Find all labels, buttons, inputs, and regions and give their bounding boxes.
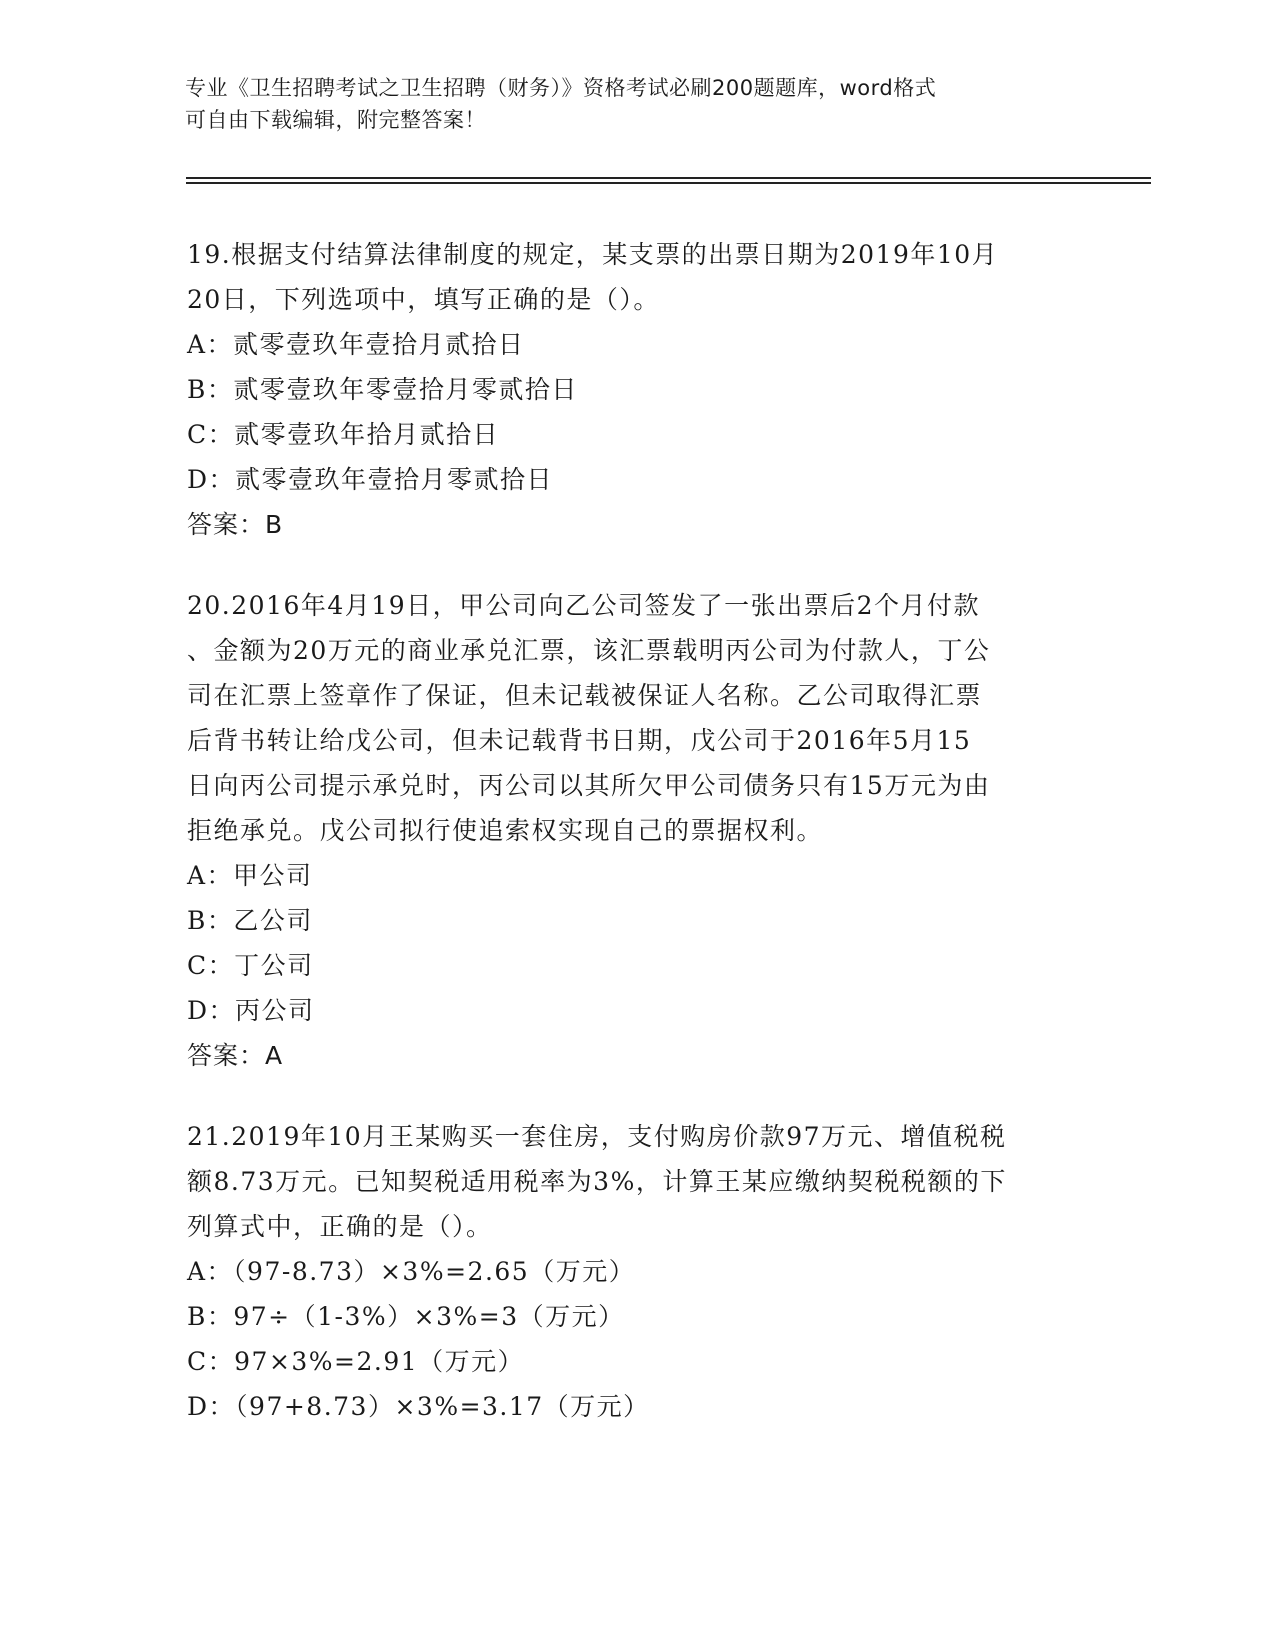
question-19 (187, 232, 1087, 547)
question-20 (187, 583, 1087, 1078)
option-b: B：乙公司 (187, 906, 313, 935)
option-d: D：（97+8.73）×3%=3.17（万元） (187, 1392, 650, 1421)
header-divider (186, 182, 1151, 184)
option-b: B：贰零壹玖年零壹拾月零贰拾日 (187, 375, 578, 404)
question-text: 列算式中，正确的是（）。 (187, 1212, 493, 1241)
header-divider (186, 177, 1151, 179)
question-text: 19.根据支付结算法律制度的规定，某支票的出票日期为2019年10月 (187, 240, 999, 269)
question-text: 20.2016年4月19日，甲公司向乙公司签发了一张出票后2个月付款 (187, 591, 981, 620)
question-text: 、金额为20万元的商业承兑汇票，该汇票载明丙公司为付款人，丁公 (187, 636, 991, 665)
header-line: 可自由下载编辑，附完整答案！ (185, 108, 486, 132)
option-d: D：丙公司 (187, 996, 315, 1025)
answer: 答案：A (187, 1041, 284, 1070)
question-text: 日向丙公司提示承兑时，丙公司以其所欠甲公司债务只有15万元为由 (187, 771, 991, 800)
question-text: 额8.73万元。已知契税适用税率为3%，计算王某应缴纳契税税额的下 (187, 1167, 1007, 1196)
header-line: 专业《卫生招聘考试之卫生招聘（财务）》资格考试必刷200题题库，word格式 (185, 76, 937, 100)
option-c: C：贰零壹玖年拾月贰拾日 (187, 420, 500, 449)
question-text: 司在汇票上签章作了保证，但未记载被保证人名称。乙公司取得汇票 (187, 681, 983, 710)
option-c: C：丁公司 (187, 951, 314, 980)
document-header (185, 72, 1065, 136)
question-21 (187, 1114, 1087, 1429)
question-list (187, 232, 1087, 1465)
answer: 答案：B (187, 510, 284, 539)
option-a: A：贰零壹玖年壹拾月贰拾日 (187, 330, 525, 359)
option-d: D：贰零壹玖年壹拾月零贰拾日 (187, 465, 554, 494)
question-text: 后背书转让给戊公司，但未记载背书日期，戊公司于2016年5月15 (187, 726, 972, 755)
option-b: B：97÷（1-3%）×3%=3（万元） (187, 1302, 625, 1331)
option-c: C：97×3%=2.91（万元） (187, 1347, 525, 1376)
option-a: A：甲公司 (187, 861, 313, 890)
question-text: 拒绝承兑。戊公司拟行使追索权实现自己的票据权利。 (187, 816, 824, 845)
option-a: A：（97-8.73）×3%=2.65（万元） (187, 1257, 636, 1286)
question-text: 21.2019年10月王某购买一套住房，支付购房价款97万元、增值税税 (187, 1122, 1007, 1151)
question-text: 20日，下列选项中，填写正确的是（）。 (187, 285, 660, 314)
